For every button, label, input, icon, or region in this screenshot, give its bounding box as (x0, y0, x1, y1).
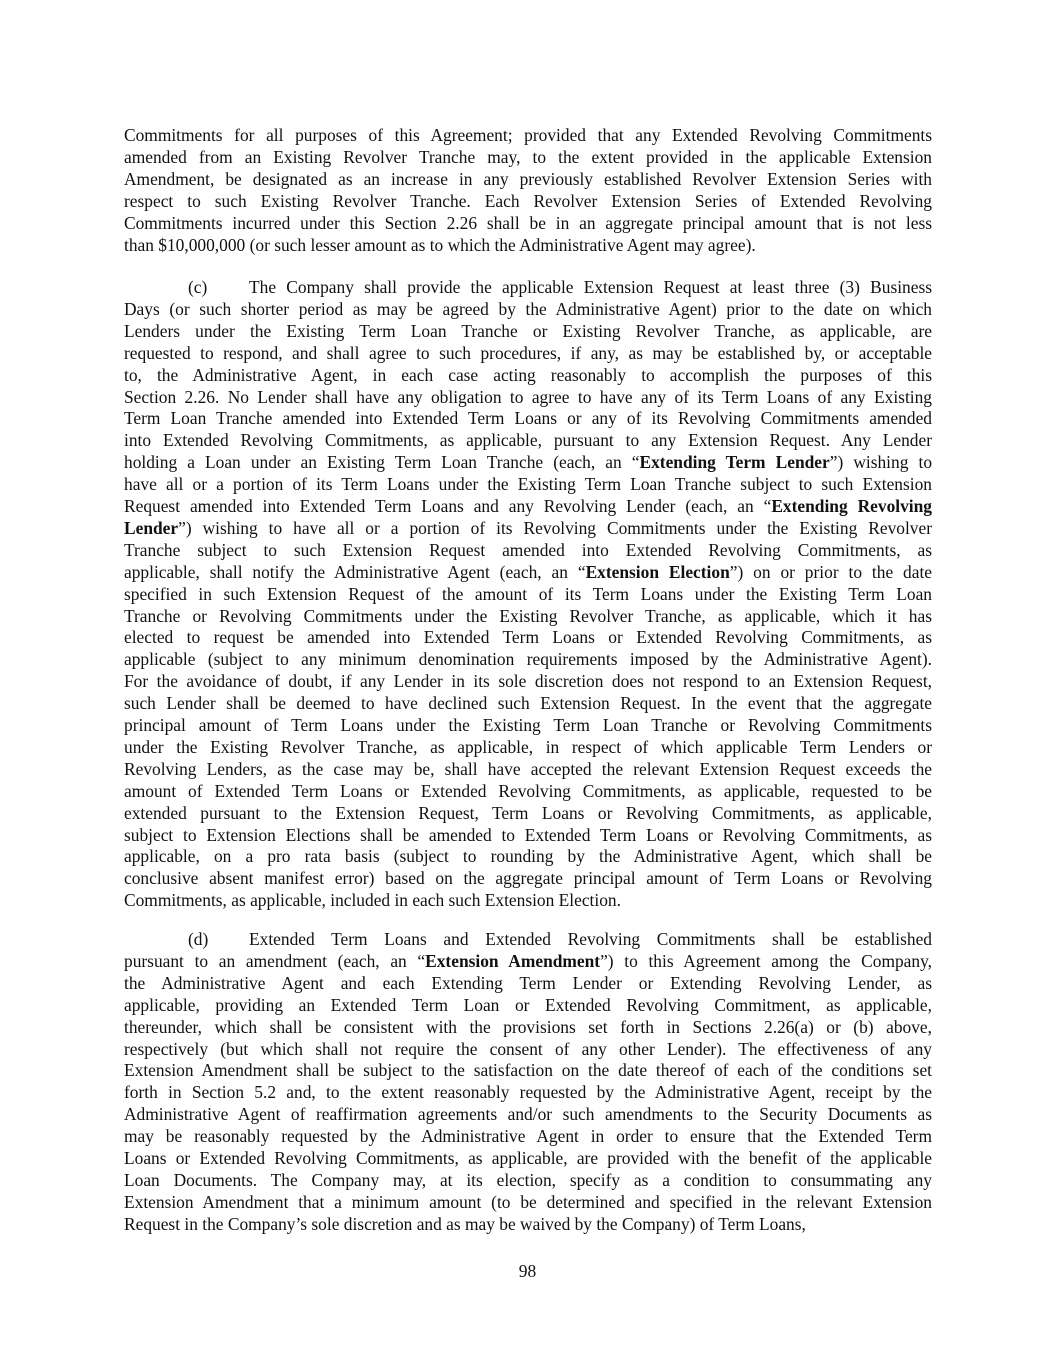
defined-term: Extension Amendment (425, 950, 601, 971)
text-run: elected to request be amended into Extended Term Loans or Extended Revolving Commitments, as (124, 627, 932, 648)
text-line (188, 277, 932, 299)
text-line (124, 1192, 932, 1214)
text-run: ”) wishing to (829, 452, 933, 473)
text-run: Request amended into Extended Term Loans and any Revolving Lender (each, an “ (124, 496, 772, 516)
text-run: amended from an Existing Revolver Tranche may, to the extent provided in the applicable Extension (124, 146, 932, 167)
text-line (124, 452, 932, 474)
text-line (188, 929, 932, 951)
text-line (124, 169, 932, 191)
text-line (124, 496, 932, 518)
text-run: Term Loan Tranche amended into Extended Term Loans or any of its Revolving Commitments amended (124, 408, 932, 429)
text-run: respect to such Existing Revolver Tranche. Each Revolver Extension Series of Extended Revolving (124, 190, 932, 211)
text-run: Extension Amendment shall be subject to the satisfaction on the date thereof of each of the conditions set (124, 1060, 932, 1081)
text-run: applicable (subject to any minimum denomination requirements imposed by the Administrative Agent). (124, 649, 932, 670)
text-line (124, 299, 932, 321)
text-line (124, 235, 756, 257)
text-run: have all or a portion of its Term Loans under the Existing Term Loan Tranche subject to such Extension (124, 474, 932, 495)
text-run: extended pursuant to the Extension Request, Term Loans or Revolving Commitments, as applicable, (124, 802, 932, 823)
text-line (124, 213, 932, 235)
text-run: Commitments for all purposes of this Agreement; provided that any Extended Revolving Commitments (124, 125, 932, 145)
text-line (124, 365, 932, 387)
text-line (124, 147, 932, 169)
text-run: Amendment, be designated as an increase in any previously established Revolver Extension Series with (124, 168, 932, 189)
text-run: Loans or Extended Revolving Commitments, as applicable, are provided with the benefit of the applicable (124, 1148, 932, 1168)
text-run: amount of Extended Term Loans or Extended Revolving Commitments, as applicable, requested to be (124, 780, 932, 801)
text-line (124, 474, 932, 496)
defined-term: Extending Term Lender (639, 452, 830, 473)
text-run: requested to respond, and shall agree to such procedures, if any, as may be established by, or acceptable (124, 342, 932, 363)
text-run: Section 2.26. No Lender shall have any obligation to agree to have any of its Term Loans of any Existing (124, 386, 932, 407)
text-line (124, 951, 932, 973)
text-run: such Lender shall be deemed to have declined such Extension Request. In the event that the aggregate (124, 693, 932, 714)
text-line (124, 825, 932, 847)
text-line (124, 759, 932, 781)
text-line (124, 321, 932, 343)
text-run: than $10,000,000 (or such lesser amount as to which the Administrative Agent may agree). (124, 234, 756, 255)
text-run: to, the Administrative Agent, in each case acting reasonably to accomplish the purposes of this (124, 364, 932, 385)
text-run: Administrative Agent of reaffirmation agreements and/or such amendments to the Security Documents as (124, 1104, 932, 1125)
text-line (124, 1214, 806, 1236)
text-run: ”) wishing to have all or a portion of its Revolving Commitments under the Existing Revolver (178, 517, 932, 538)
text-line (124, 803, 932, 825)
paragraph-label: (d) (188, 929, 209, 949)
text-line (124, 1017, 932, 1039)
text-line (124, 1039, 932, 1061)
text-line (124, 1082, 932, 1104)
text-line (124, 562, 932, 584)
text-run: may be reasonably requested by the Administrative Agent in order to ensure that the Extended Term (124, 1126, 932, 1147)
text-run: forth in Section 5.2 and, to the extent reasonably requested by the Administrative Agent, receipt by the (124, 1082, 932, 1103)
text-line (124, 343, 932, 365)
text-line (124, 1104, 932, 1126)
text-run: thereunder, which shall be consistent with the provisions set forth in Sections 2.26(a) or (b) above, (124, 1016, 932, 1037)
text-line (124, 1170, 932, 1192)
text-line (124, 606, 932, 628)
text-line (124, 973, 932, 995)
text-line (124, 693, 932, 715)
text-line (124, 1126, 932, 1148)
text-run: principal amount of Term Loans under the Existing Term Loan Tranche or Revolving Commitments (124, 715, 932, 735)
defined-term: Lender (124, 517, 179, 538)
text-run: Commitments incurred under this Section 2.26 shall be in an aggregate principal amount that is not less (124, 212, 932, 233)
text-line (124, 584, 932, 606)
text-run: Loan Documents. The Company may, at its election, specify as a condition to consummating any (124, 1169, 932, 1190)
text-run: under the Existing Revolver Tranche, as applicable, in respect of which applicable Term Lenders or (124, 736, 932, 757)
text-line (124, 387, 932, 409)
text-run: Extension Amendment that a minimum amount (to be determined and specified in the relevant Extension (124, 1191, 932, 1212)
text-line (124, 627, 932, 649)
text-run: respectively (but which shall not require the consent of any other Lender). The effectiveness of any (124, 1038, 932, 1059)
text-line (124, 408, 932, 430)
text-line (124, 846, 932, 868)
text-run: Days (or such shorter period as may be agreed by the Administrative Agent) prior to the date on which (124, 298, 932, 319)
text-run: the Administrative Agent and each Extending Term Lender or Extending Revolving Lender, as (124, 972, 932, 993)
text-line (124, 430, 932, 452)
text-run: Tranche or Revolving Commitments under the Existing Revolver Tranche, as applicable, which it has (124, 605, 932, 626)
text-line (124, 191, 932, 213)
text-line (124, 890, 621, 912)
text-run: conclusive absent manifest error) based on the aggregate principal amount of Term Loans or Revolving (124, 868, 932, 889)
text-line (124, 518, 932, 540)
text-line (124, 649, 932, 671)
text-run: Revolving Lenders, as the case may be, shall have accepted the relevant Extension Request exceeds the (124, 758, 932, 779)
text-run: holding a Loan under an Existing Term Loan Tranche (each, an “ (124, 452, 640, 473)
text-line (124, 125, 932, 147)
defined-term: Extending Revolving (771, 496, 932, 516)
text-line (124, 671, 932, 693)
text-line (124, 995, 932, 1017)
text-line (124, 540, 932, 562)
page-number: 98 (518, 1261, 537, 1281)
text-run: into Extended Revolving Commitments, as applicable, pursuant to any Extension Request. Any Lender (124, 430, 932, 451)
text-run: applicable, providing an Extended Term Loan or Extended Revolving Commitment, as applicable, (124, 994, 932, 1015)
defined-term: Extension Election (585, 561, 730, 582)
text-run: applicable, shall notify the Administrative Agent (each, an “ (124, 561, 586, 582)
paragraph-label: (c) (188, 277, 208, 297)
text-run: ”) on or prior to the date (729, 561, 933, 582)
text-run: subject to Extension Elections shall be amended to Extended Term Loans or Revolving Commitments, as (124, 824, 932, 845)
text-line (124, 781, 932, 803)
text-run: The Company shall provide the applicable Extension Request at least three (3) Business (249, 277, 932, 297)
text-run: ”) to this Agreement among the Company, (600, 950, 933, 971)
text-run: Request in the Company’s sole discretion and as may be waived by the Company) of Term Loans, (124, 1213, 806, 1234)
text-run: specified in such Extension Request of the amount of its Term Loans under the Existing Term Loan (124, 583, 932, 604)
text-line (124, 1060, 932, 1082)
text-line (124, 1148, 932, 1170)
text-line (124, 715, 932, 737)
text-line (124, 737, 932, 759)
text-run: Tranche subject to such Extension Request amended into Extended Revolving Commitments, as (124, 539, 932, 560)
text-run: applicable, on a pro rata basis (subject to rounding by the Administrative Agent, which shall be (124, 846, 932, 867)
text-run: Extended Term Loans and Extended Revolving Commitments shall be established (249, 929, 932, 949)
text-run: pursuant to an amendment (each, an “ (124, 950, 426, 971)
text-run: Commitments, as applicable, included in each such Extension Election. (124, 890, 621, 911)
text-run: Lenders under the Existing Term Loan Tranche or Existing Revolver Tranche, as applicable, are (124, 320, 932, 341)
text-run: For the avoidance of doubt, if any Lender in its sole discretion does not respond to an Extension Request, (124, 671, 932, 692)
text-line (124, 868, 932, 890)
